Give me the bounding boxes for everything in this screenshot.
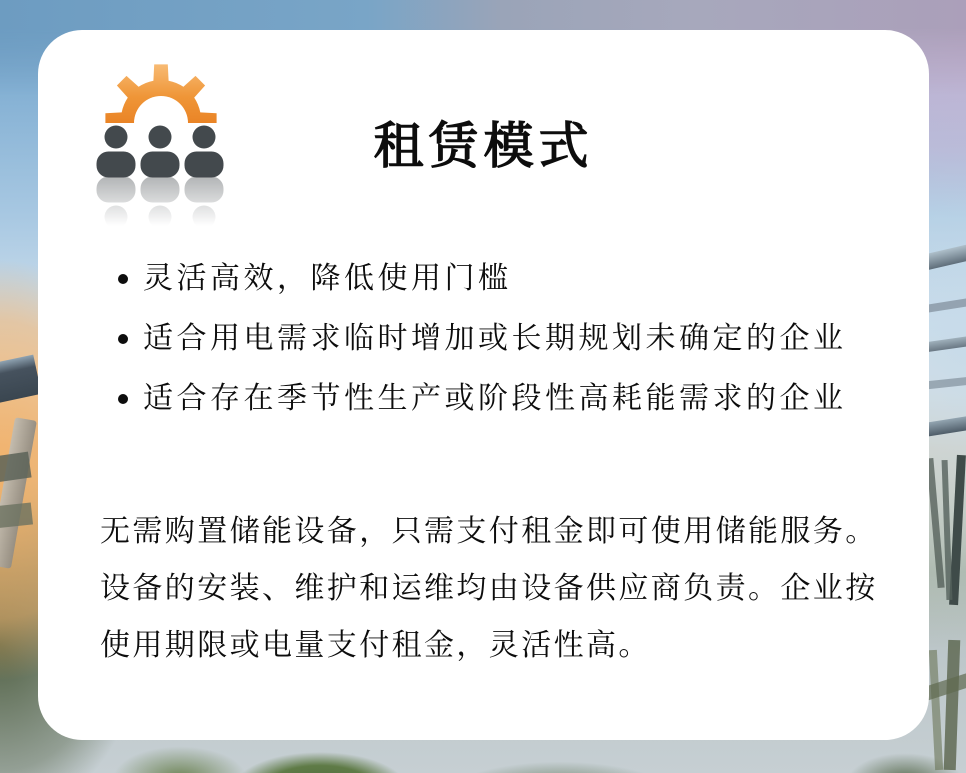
solar-panel-left-upper [0,355,42,406]
bullet-text: 适合用电需求临时增加或长期规划未确定的企业 [143,322,847,355]
content-card [38,30,929,740]
list-item [118,262,847,296]
paragraph-line: 设备的安装、维护和运维均由设备供应商负责。企业按 [100,572,878,605]
paragraph-line: 无需购置储能设备，只需支付租金即可使用储能服务。 [100,515,878,548]
page-title: 租赁模式 [373,118,594,174]
list-item [118,382,847,416]
solar-panel-left-lower [0,503,33,530]
list-item [118,322,847,356]
paragraph-line: 使用期限或电量支付租金，灵活性高。 [100,629,651,662]
bullet-dot-icon [118,394,128,404]
solar-pole-left [0,417,37,569]
solar-panel-left-mid [0,452,32,485]
bullet-dot-icon [118,274,128,284]
solar-rack-right-4 [926,375,966,390]
water-reflection-2 [929,650,943,770]
description-paragraph [100,503,890,674]
bullet-list [118,262,847,442]
bullet-text: 灵活高效，降低使用门槛 [143,262,512,295]
bullet-dot-icon [118,334,128,344]
water-reflection-1 [944,640,961,770]
bullet-text: 适合存在季节性生产或阶段性高耗能需求的企业 [143,382,847,415]
